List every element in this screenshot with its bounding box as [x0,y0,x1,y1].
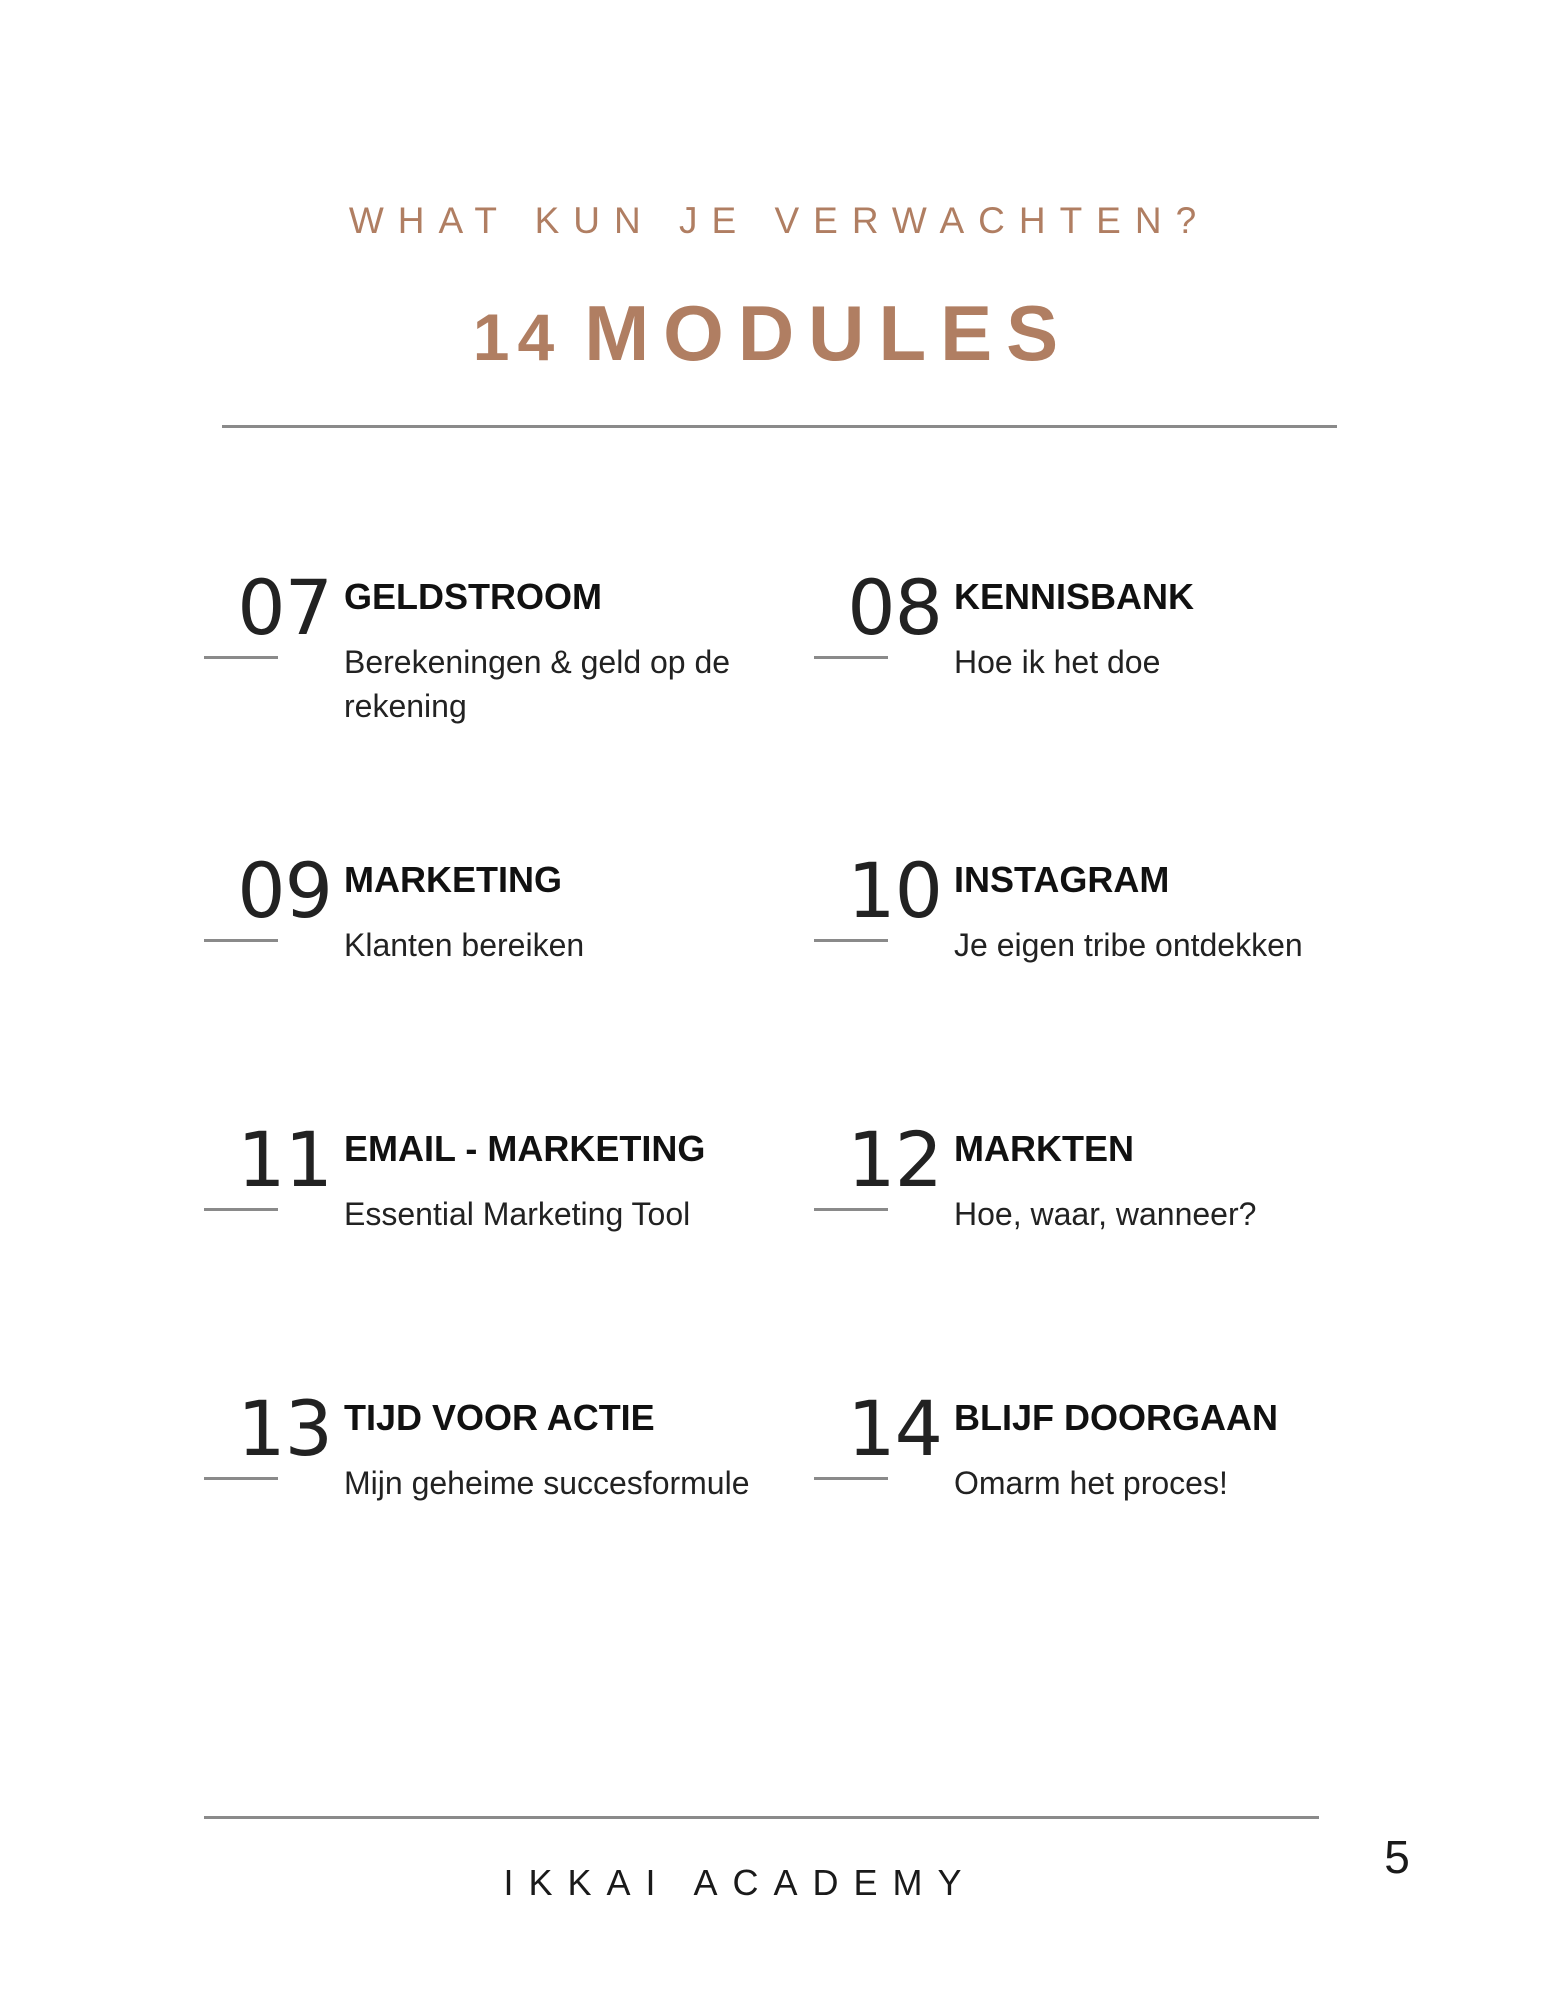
page-title [0,288,1545,379]
module-number: 14 [847,1384,942,1473]
module-item-13 [204,1384,844,1611]
module-item-14 [814,1384,1454,1611]
module-description: Essential Marketing Tool [344,1196,691,1232]
section-kicker: WHAT KUN JE VERWACHTEN? [348,200,1211,241]
module-number-underline [814,1208,888,1211]
module-number-underline [814,1477,888,1480]
module-number: 07 [237,563,332,652]
module-number: 11 [237,1115,332,1204]
module-number-underline [814,939,888,942]
module-number: 10 [847,846,942,935]
module-number-underline [204,1477,278,1480]
module-number-underline [204,1208,278,1211]
module-title: KENNISBANK [954,576,1195,617]
module-description: Klanten bereiken [344,927,585,963]
top-divider [222,425,1337,428]
module-title: MARKTEN [954,1128,1134,1169]
page-number: 5 [1384,1831,1410,1883]
module-description: Hoe, waar, wanneer? [954,1196,1257,1232]
module-number: 08 [847,563,942,652]
module-number: 12 [847,1115,942,1204]
module-item-09 [204,846,844,1073]
title-word: MODULES [584,289,1073,377]
module-description: Berekeningen & geld op de rekening [344,644,731,724]
module-title: INSTAGRAM [954,859,1170,900]
footer-brand: IKKAI ACADEMY [503,1862,977,1903]
module-number: 09 [237,846,332,935]
module-item-11 [204,1115,844,1342]
module-title: EMAIL - MARKETING [344,1128,706,1169]
module-item-10 [814,846,1454,1073]
module-description: Omarm het proces! [954,1465,1228,1501]
module-title: BLIJF DOORGAAN [954,1397,1278,1438]
module-description: Hoe ik het doe [954,644,1161,680]
module-item-12 [814,1115,1454,1342]
module-item-07 [204,563,844,790]
module-number-underline [204,939,278,942]
module-number-underline [814,656,888,659]
module-title: GELDSTROOM [344,576,602,617]
module-description: Je eigen tribe ontdekken [954,927,1303,963]
bottom-divider [204,1816,1319,1819]
module-number: 13 [237,1384,332,1473]
module-number-underline [204,656,278,659]
title-number: 14 [472,300,563,374]
module-item-08 [814,563,1454,790]
module-description: Mijn geheime succesformule [344,1465,750,1501]
module-title: TIJD VOOR ACTIE [344,1397,655,1438]
module-title: MARKETING [344,859,562,900]
